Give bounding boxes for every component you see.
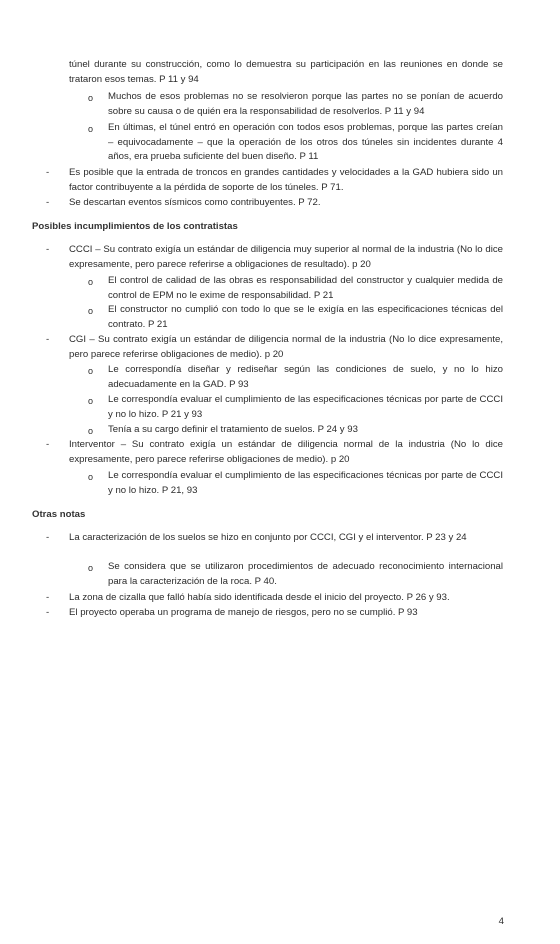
bullet-circle: o (88, 306, 94, 316)
paragraph: túnel durante su construcción, como lo demuestra su participación en las reuniones en donde se trataron esos temas. P 11 y 94 (69, 59, 503, 85)
list-item: Tenía a su cargo definir el tratamiento de suelos. P 24 y 93 (108, 424, 358, 435)
list-item: Es posible que la entrada de troncos en grandes cantidades y velocidades a la GAD hubiera sido un factor contribuyente a la pérdida de soporte de los túneles. P 71. (69, 167, 503, 193)
list-item: El control de calidad de las obras es responsabilidad del constructor y cualquier medida de control de EPM no le exime de responsabilidad. P 21 (108, 275, 503, 301)
bullet-dash: - (46, 439, 50, 450)
bullet-circle: o (88, 396, 94, 406)
list-item: En últimas, el túnel entró en operación con todos esos problemas, porque las partes creían – equivocadamente – que la operación de los otros dos túneles sin incidentes durante 4 años, era prueba suficiente del buen diseño. P 11 (108, 122, 503, 163)
list-item: El constructor no cumplió con todo lo que se le exigía en las especificaciones técnicas del contrato. P 21 (108, 304, 503, 330)
bullet-circle: o (88, 93, 94, 103)
list-item: La zona de cizalla que falló había sido identificada desde el inicio del proyecto. P 26 y 93. (69, 592, 450, 603)
list-item: CCCI – Su contrato exigía un estándar de diligencia muy superior al normal de la industria (No lo dice expresamente, pero parece referirse a obligaciones de resultado). p 20 (69, 244, 503, 270)
list-item: Interventor – Su contrato exigía un estándar de diligencia normal de la industria (No lo dice expresamente, pero parece referirse obligaciones de medio). p 20 (69, 439, 503, 465)
list-item: Muchos de esos problemas no se resolvieron porque las partes no se ponían de acuerdo sobre su causa o de quién era la responsabilidad de resolverlos. P 11 y 94 (108, 91, 503, 117)
list-item: CGI – Su contrato exigía un estándar de diligencia normal de la industria (No lo dice expresamente, pero parece referirse obligaciones de medio). p 20 (69, 334, 503, 360)
list-item: Le correspondía diseñar y rediseñar según las condiciones de suelo, y no lo hizo adecuadamente en la GAD. P 93 (108, 364, 503, 390)
list-item: Le correspondía evaluar el cumplimiento de las especificaciones técnicas por parte de CCCI y no lo hizo. P 21, 93 (108, 470, 503, 496)
page-number: 4 (498, 916, 504, 928)
bullet-circle: o (88, 426, 94, 436)
bullet-dash: - (46, 167, 50, 178)
bullet-circle: o (88, 563, 94, 573)
bullet-circle: o (88, 472, 94, 482)
bullet-dash: - (46, 197, 50, 208)
bullet-dash: - (46, 592, 50, 603)
list-item: Se descartan eventos sísmicos como contribuyentes. P 72. (69, 197, 321, 208)
section-heading: Posibles incumplimientos de los contratistas (32, 221, 238, 232)
list-item: Se considera que se utilizaron procedimientos de adecuado reconocimiento internacional para la caracterización de la roca. P 40. (108, 561, 503, 587)
bullet-dash: - (46, 607, 50, 618)
bullet-dash: - (46, 532, 50, 543)
bullet-dash: - (46, 334, 50, 345)
list-item: Le correspondía evaluar el cumplimiento de las especificaciones técnicas por parte de CCCI y no lo hizo. P 21 y 93 (108, 394, 503, 420)
section-heading: Otras notas (32, 509, 86, 520)
list-item: La caracterización de los suelos se hizo en conjunto por CCCI, CGI y el interventor. P 23 y 24 (69, 532, 467, 543)
bullet-circle: o (88, 277, 94, 287)
bullet-dash: - (46, 244, 50, 255)
bullet-circle: o (88, 366, 94, 376)
list-item: El proyecto operaba un programa de manejo de riesgos, pero no se cumplió. P 93 (69, 607, 418, 618)
bullet-circle: o (88, 124, 94, 134)
